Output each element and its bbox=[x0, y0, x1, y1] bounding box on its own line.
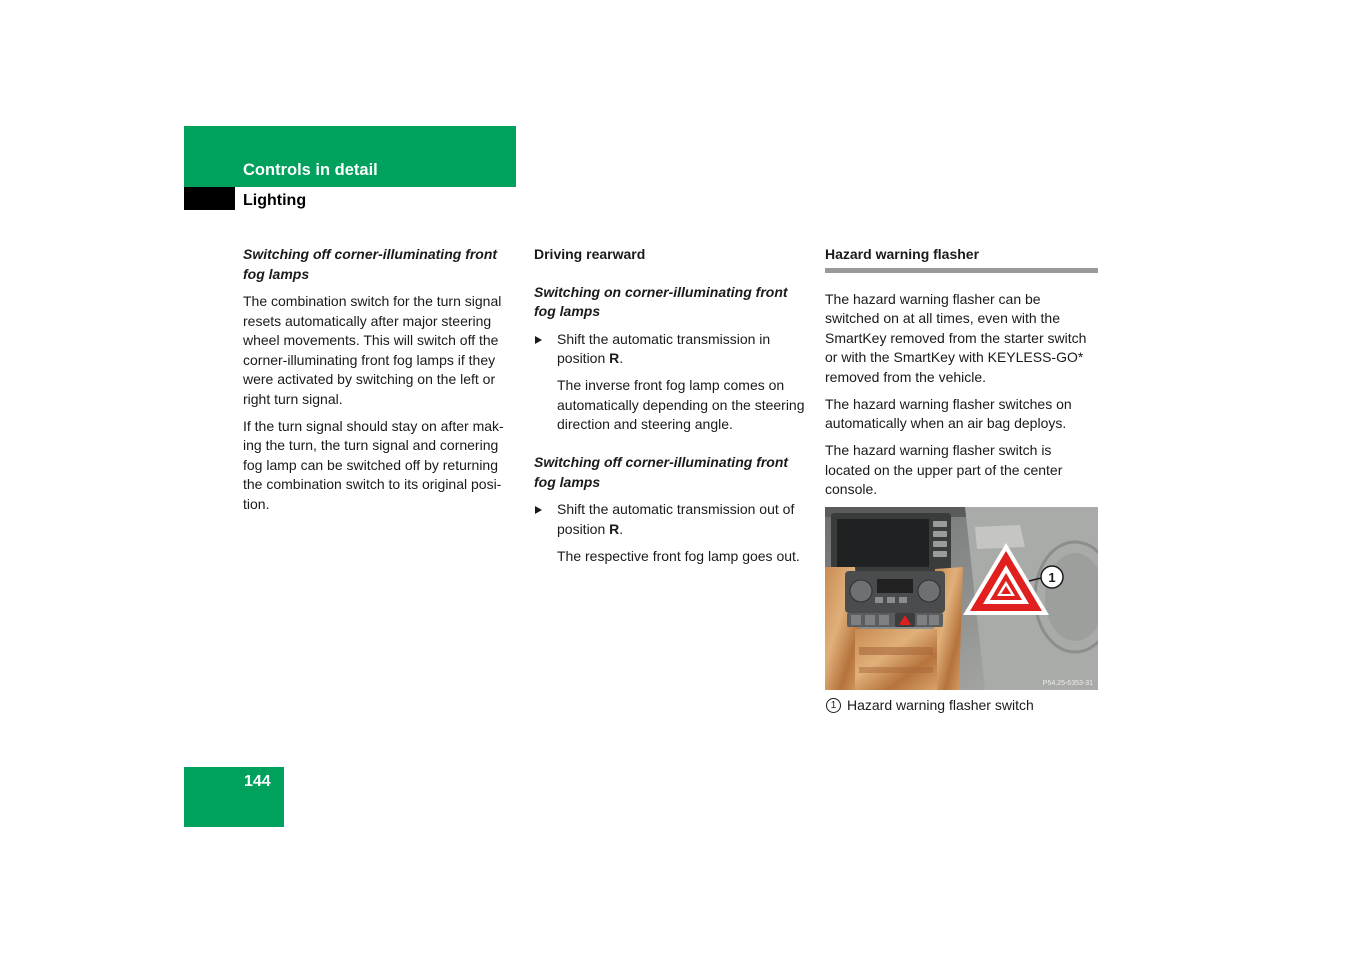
hazard-location-paragraph: The hazard warning flasher switch is located on the upper part of the center console. bbox=[825, 442, 1063, 497]
step-punctuation: . bbox=[619, 520, 624, 537]
arrow-right-icon bbox=[535, 336, 542, 344]
center-console-photo bbox=[825, 507, 1098, 690]
page-number: 144 bbox=[244, 773, 271, 790]
step-shift-to-r bbox=[534, 330, 809, 369]
column-1 bbox=[243, 245, 518, 522]
gear-position-key: R bbox=[609, 520, 620, 537]
driving-rearward-heading: Driving rearward bbox=[534, 246, 646, 262]
step-text: Shift the automatic transmission in position bbox=[557, 330, 771, 366]
column-3 bbox=[825, 245, 1098, 716]
hazard-warning-heading: Hazard warning flasher bbox=[825, 245, 1098, 273]
inverse-fog-lamp-result: The inverse front fog lamp comes on automatically depending on the steering direction and steering angle. bbox=[557, 377, 805, 432]
section-tab-marker bbox=[184, 187, 235, 210]
fog-lamps-off-heading: Switching off corner-illuminating front fog lamps bbox=[243, 246, 498, 282]
photo-reference-code: P54.25-6353-31 bbox=[1042, 680, 1093, 687]
turn-signal-paragraph: If the turn signal should stay on after mak-ing the turn, the turn signal and cornering fog lamp can be switched off by returning the combination switch to its original posi-tion. bbox=[243, 417, 504, 512]
arrow-right-icon bbox=[535, 506, 542, 514]
photo-caption bbox=[825, 696, 1098, 716]
step-punctuation: . bbox=[619, 350, 624, 366]
section-title: Controls in detail bbox=[243, 161, 378, 179]
combination-switch-paragraph: The combination switch for the turn signal resets automatically after major steering wheel movements. This will switch off the corner-illuminating front fog lamps if they were activated by switching on the left or right turn signal. bbox=[243, 293, 502, 407]
fog-lamp-goes-out-result: The respective front fog lamp goes out. bbox=[557, 547, 800, 564]
step-shift-out-of-r bbox=[534, 500, 809, 539]
column-2 bbox=[534, 245, 809, 574]
fog-lamps-on-subheading: Switching on corner-illuminating front fog lamps bbox=[534, 283, 788, 319]
fog-lamps-off-subheading: Switching off corner-illuminating front fog lamps bbox=[534, 454, 789, 490]
caption-number-circle: 1 bbox=[826, 698, 841, 713]
callout-number: 1 bbox=[1048, 570, 1056, 585]
hazard-availability-paragraph: The hazard warning flasher can be switched on at all times, even with the SmartKey removed from the starter switch or with the SmartKey with KEYLESS-GO* removed from the vehicle. bbox=[825, 290, 1087, 385]
hazard-airbag-paragraph: The hazard warning flasher switches on automatically when an air bag deploys. bbox=[825, 395, 1072, 431]
gear-position-key: R bbox=[609, 350, 620, 366]
caption-text: Hazard warning flasher switch bbox=[847, 697, 1034, 713]
subsection-title: Lighting bbox=[243, 192, 307, 209]
step-text: Shift the automatic transmission out of position bbox=[557, 501, 795, 537]
